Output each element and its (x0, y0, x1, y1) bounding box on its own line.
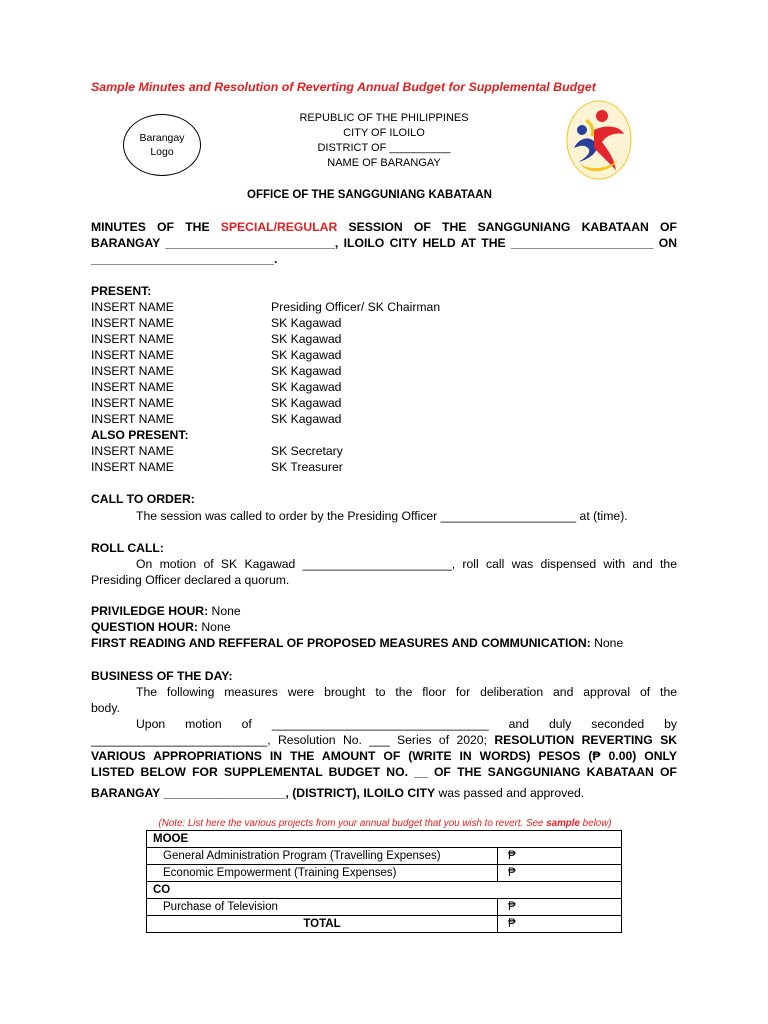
also-present-label: ALSO PRESENT: (91, 428, 189, 442)
business-p2-line-4: LISTED BELOW FOR SUPPLEMENTAL BUDGET NO. __ OF THE SANGGUNIANG KABATAAN OF (91, 765, 677, 779)
office-title: OFFICE OF THE SANGGUNIANG KABATAAN (247, 189, 492, 201)
note-part-1: (Note: List here the various projects from your annual budget that you wish to revert. See (158, 818, 547, 829)
business-p1-line-2: body. (91, 701, 120, 715)
call-to-order-label: CALL TO ORDER: (91, 492, 195, 506)
header-line-3: DISTRICT OF __________ (317, 142, 451, 154)
attendee-row (91, 379, 677, 395)
attendee-row (91, 411, 677, 427)
mooe-header: MOOE (147, 831, 622, 848)
table-row (147, 848, 622, 865)
roll-call-line-1: On motion of SK Kagawad ______________________, roll call was dispensed with and the (136, 557, 677, 571)
peso-cell: ₱ (498, 848, 622, 865)
table-row (147, 865, 622, 882)
attendee-row (91, 395, 677, 411)
attendee-name: INSERT NAME (91, 444, 174, 458)
note-sample: sample (546, 818, 580, 829)
header-line-1: REPUBLIC OF THE PHILIPPINES (299, 112, 469, 124)
resolution-barangay: BARANGAY __________________, (DISTRICT), ILOILO CITY (91, 786, 436, 800)
minutes-line-1 (91, 219, 677, 235)
attendee-row (91, 347, 677, 363)
barangay-logo-placeholder (123, 114, 201, 176)
attendee-row (91, 299, 677, 315)
budget-item: General Administration Program (Travelling Expenses) (147, 848, 498, 865)
header-line-4: NAME OF BARANGAY (327, 157, 441, 169)
attendee-row (91, 459, 677, 475)
question-hour-label: QUESTION HOUR: (91, 620, 198, 634)
peso-cell: ₱ (498, 916, 622, 933)
minutes-intro-cont: SESSION OF THE SANGGUNIANG KABATAAN OF (348, 220, 677, 234)
session-type: SPECIAL/REGULAR (220, 220, 338, 234)
table-row (147, 916, 622, 933)
logo-line-2: Logo (150, 146, 174, 158)
attendee-role: SK Kagawad (271, 316, 342, 330)
attendee-role: SK Treasurer (271, 460, 343, 474)
attendee-row (91, 331, 677, 347)
business-p2-line-3: VARIOUS APPROPRIATIONS IN THE AMOUNT OF (WRITE IN WORDS) PESOS (₱ 0.00) ONLY (91, 749, 677, 763)
total-label: TOTAL (147, 916, 498, 933)
first-reading-label: FIRST READING AND REFFERAL OF PROPOSED MEASURES AND COMMUNICATION: (91, 636, 591, 650)
minutes-line-2: BARANGAY _________________________, ILOILO CITY HELD AT THE _____________________ ON (91, 236, 677, 250)
table-row (147, 899, 622, 916)
question-hour (91, 619, 231, 635)
business-label: BUSINESS OF THE DAY: (91, 669, 233, 683)
sk-logo-icon (566, 100, 632, 180)
resolution-title-start: RESOLUTION REVERTING SK (494, 733, 678, 747)
minutes-intro: MINUTES OF THE (91, 220, 210, 234)
note-text (120, 817, 650, 830)
minutes-line-3: ___________________________. (91, 252, 278, 266)
roll-call-label: ROLL CALL: (91, 541, 164, 555)
attendee-name: INSERT NAME (91, 332, 174, 346)
attendee-name: INSERT NAME (91, 460, 174, 474)
attendee-role: SK Kagawad (271, 364, 342, 378)
document-title: Sample Minutes and Resolution of Reverting Annual Budget for Supplemental Budget (91, 80, 596, 94)
roll-call-line-2: Presiding Officer declared a quorum. (91, 573, 290, 587)
logo-line-1: Barangay (139, 132, 185, 144)
present-label: PRESENT: (91, 284, 152, 298)
attendee-role: Presiding Officer/ SK Chairman (271, 300, 441, 314)
business-p2-line-1: Upon motion of ________________________________ and duly seconded by (136, 717, 677, 731)
business-p2-line-2 (91, 732, 677, 748)
attendee-role: SK Secretary (271, 444, 343, 458)
attendee-name: INSERT NAME (91, 380, 174, 394)
peso-cell: ₱ (498, 899, 622, 916)
note-part-3: below) (579, 818, 612, 829)
attendee-role: SK Kagawad (271, 332, 342, 346)
attendee-name: INSERT NAME (91, 396, 174, 410)
privilege-hour-label: PRIVILEDGE HOUR: (91, 604, 209, 618)
attendee-role: SK Kagawad (271, 348, 342, 362)
attendee-row (91, 315, 677, 331)
header-line-2: CITY OF ILOILO (343, 127, 425, 139)
question-hour-value: None (197, 620, 231, 634)
attendee-row (91, 363, 677, 379)
first-reading (91, 635, 623, 651)
budget-table (146, 830, 622, 933)
attendee-name: INSERT NAME (91, 316, 174, 330)
attendee-name: INSERT NAME (91, 412, 174, 426)
budget-item: Purchase of Television (147, 899, 498, 916)
first-reading-value: None (590, 636, 624, 650)
attendee-name: INSERT NAME (91, 364, 174, 378)
attendee-row (91, 443, 677, 459)
privilege-hour (91, 603, 241, 619)
call-to-order-text: The session was called to order by the Presiding Officer ____________________ at (time). (136, 509, 628, 523)
attendee-name: INSERT NAME (91, 300, 174, 314)
business-p1-line-1: The following measures were brought to the floor for deliberation and approval of the (136, 685, 677, 699)
peso-cell: ₱ (498, 865, 622, 882)
resolution-approved: was passed and approved. (435, 786, 585, 800)
attendee-role: SK Kagawad (271, 396, 342, 410)
table-row (147, 831, 622, 848)
resolution-no: __________________________, Resolution No. ___ Series of 2020; (91, 733, 487, 747)
attendee-name: INSERT NAME (91, 348, 174, 362)
attendee-role: SK Kagawad (271, 412, 342, 426)
attendee-role: SK Kagawad (271, 380, 342, 394)
co-header: CO (147, 882, 622, 899)
budget-item: Economic Empowerment (Training Expenses) (147, 865, 498, 882)
business-p2-line-5 (91, 785, 584, 801)
privilege-hour-value: None (208, 604, 241, 618)
table-row (147, 882, 622, 899)
